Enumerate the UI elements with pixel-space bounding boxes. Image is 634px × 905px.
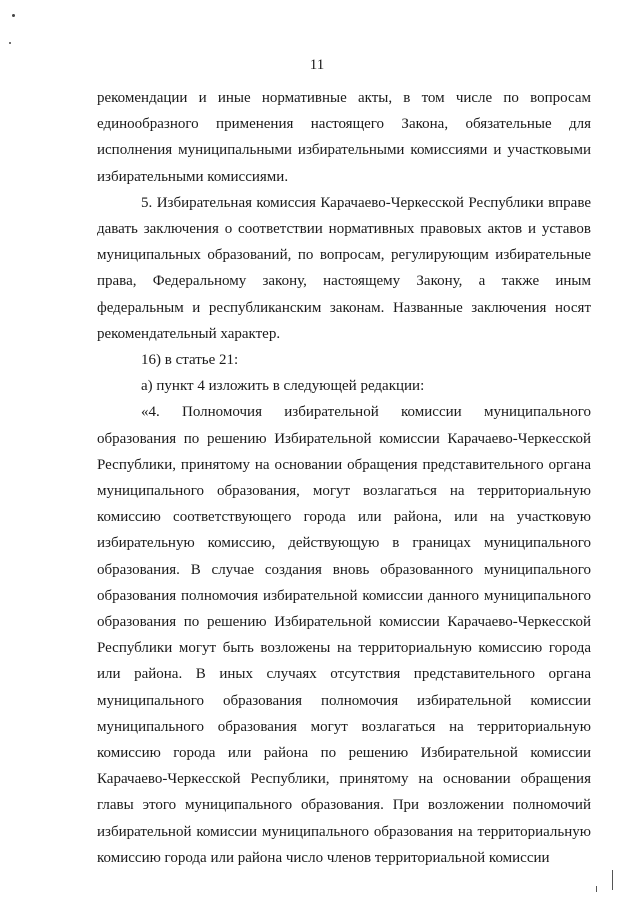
- paragraph: 5. Избирательная комиссия Карачаево-Черкесской Республики вправе давать заключения о соответствии нормативных правовых актов и уставов муниципальных образований, по вопросам, регулирующим избирательные права, Федеральному закону, настоящему Закону, а также иным федеральным и республиканским законам. Названные заключения носят рекомендательный характер.: [97, 194, 591, 342]
- scan-edge-mark: [596, 886, 597, 892]
- paragraph: а) пункт 4 изложить в следующей редакции:: [141, 378, 425, 395]
- scan-speck: [9, 42, 11, 44]
- document-body: [97, 85, 591, 871]
- scan-edge-mark: [612, 870, 613, 890]
- scan-speck: [12, 14, 15, 17]
- paragraph: рекомендации и иные нормативные акты, в том числе по вопросам единообразного применения настоящего Закона, обязательные для исполнения муниципальными избирательными комиссиями и участковыми избирательными комиссиями.: [97, 90, 591, 185]
- paragraph: 16) в статье 21:: [141, 352, 239, 369]
- page-number: 11: [309, 57, 325, 73]
- paragraph: «4. Полномочия избирательной комиссии муниципального образования по решению Избирательной комиссии Карачаево-Черкесской Республики, принятому на основании обращения представительного органа муниципального образования, могут возлагаться на территориальную комиссию соответствующего города или района, или на участковую избирательную комиссию, действующую в границах муниципального образования. В случае создания вновь образованного муниципального образования полномочия избирательной комиссии данного муниципального образования по решению Избирательной комиссии Карачаево-Черкесской Республики могут быть возложены на территориальную комиссию города или района. В иных случаях отсутствия представительного органа муниципального образования полномочия избирательной комиссии муниципального образования могут возлагаться на территориальную комиссию города или района по решению Избирательной комиссии Карачаево-Черкесской Республики, принятому на основании обращения главы этого муниципального образования. При возложении полномочий избирательной комиссии муниципального образования на территориальную комиссию города или района число членов территориальной комиссии: [97, 404, 591, 866]
